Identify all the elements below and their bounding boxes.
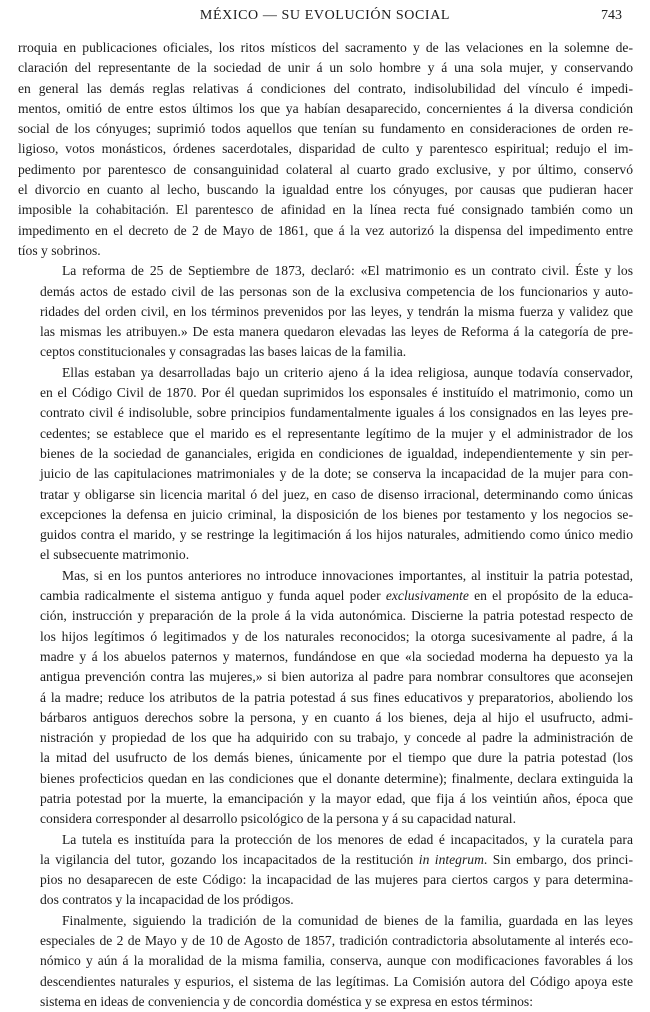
- text-line: cedentes; se establece que el marido es el representante legítimo de la mujer y el administrador de los: [40, 425, 633, 441]
- text-line: ción, instrucción y preparación de la prole á la vida autonómica. Discierne la patria potestad respecto de: [40, 608, 633, 624]
- text-line: bienes de la sociedad de gananciales, erigida en condiciones de igualdad, independientemente y sin per-: [40, 445, 633, 461]
- paragraph: [18, 261, 633, 362]
- text-line: imposible la cohabitación. El parentesco de afinidad en la línea recta fué consignado también como un: [18, 202, 633, 218]
- text-line: pedimento por parentesco de consanguinidad colateral al cuarto grado exclusive, y por último, conservó: [18, 161, 633, 177]
- text-line: el subsecuente matrimonio.: [40, 547, 190, 563]
- text-line: excepciones la defensa en juicio criminal, la disposición de los bienes por testamento y los negocios se-: [40, 506, 633, 522]
- text-line: social de los cónyuges; suprimió todos aquellos que tenían su fundamento en consideraciones de orden re-: [18, 121, 633, 137]
- text-line: ridades del orden civil, en los términos prevenidos por las leyes, y tendrán la misma fuerza y validez que: [40, 303, 633, 319]
- text-line: cambia radicalmente el sistema antiguo y funda aquel poder exclusivamente en el propósito de la educa-: [40, 588, 633, 604]
- text-line: patria potestad por la muerte, la emancipación y la mayor edad, que fija á los veintiún años, época que: [40, 790, 633, 806]
- paragraph: [18, 911, 633, 1012]
- text-line: tíos y sobrinos.: [18, 242, 101, 258]
- text-line: bienes profecticios quedan en las condiciones que el donante determine); finalmente, declara extinguida la: [40, 770, 633, 786]
- text-line: nistración y propiedad de los que ha adquirido con su trabajo, y concede al padre la administración de: [40, 730, 633, 746]
- text-line: juicio de las capitulaciones matrimoniales y de la dote; se conserva la incapacidad de la mujer para con-: [40, 466, 633, 482]
- paragraph: [18, 38, 633, 261]
- paragraph: [18, 566, 633, 830]
- text-line: guidos contra el marido, y se restringe la legitimación á los hijos naturales, admitiendo como único medio: [40, 527, 633, 543]
- body-text: [18, 38, 633, 1012]
- text-line: en el Código Civil de 1870. Por él quedan suprimidos los esponsales é instituído el matrimonio, como un: [40, 385, 633, 401]
- paragraph: [18, 830, 633, 911]
- text-line: ligioso, votos monásticos, órdenes sacerdotales, disparidad de culto y parentesco espiritual; redujo el im-: [18, 141, 633, 157]
- text-line: las mismas les atribuyen.» De esta manera quedaron elevadas las leyes de Reforma á la categoría de pre-: [40, 324, 633, 340]
- text-line: ceptos constitucionales y consagradas las bases laicas de la familia.: [40, 344, 407, 360]
- text-line: la vigilancia del tutor, gozando los incapacitados de la restitución in integrum. Sin embargo, dos princi-: [40, 851, 633, 867]
- text-line: el divorcio en cuanto al lecho, buscando la igualdad entre los cónyuges, por causas que pudieran hacer: [18, 182, 633, 198]
- text-line: Mas, si en los puntos anteriores no introduce innovaciones importantes, al instituir la patria potestad,: [62, 567, 633, 583]
- text-line: considera corresponder al desarrollo psicológico de la persona y á su capacidad natural.: [40, 811, 516, 827]
- text-line: impedimento en el decreto de 2 de Mayo de 1861, que á la vez autorizó la dispensa del impedimento entre: [18, 222, 633, 238]
- text-line: Finalmente, siguiendo la tradición de la comunidad de bienes de la familia, guardada en las leyes: [62, 912, 633, 928]
- text-line: claración del representante de la sociedad de unir á un solo hombre y á una sola mujer, y conservando: [18, 60, 633, 76]
- italic-term: in integrum: [418, 851, 484, 867]
- running-title: MÉXICO — SU EVOLUCIÓN SOCIAL: [199, 8, 451, 23]
- text-line: especiales de 2 de Mayo y de 10 de Agosto de 1857, tradición contradictoria absolutamente al interés eco-: [40, 933, 633, 949]
- text-line: sistema en ideas de conveniencia y de concordia doméstica y se expresa en estos términos:: [40, 993, 533, 1009]
- text-line: descendientes naturales y espurios, el sistema de las legítimas. La Comisión autora del Código apoya este: [40, 973, 633, 989]
- text-line: contrato civil é indisoluble, sobre principios fundamentalmente iguales á los consignados en las leyes pre-: [40, 405, 633, 421]
- text-line: demás actos de estado civil de las personas son de la exclusiva competencia de los funcionarios y auto-: [40, 283, 633, 299]
- text-line: dos contratos y la incapacidad de los pródigos.: [40, 892, 294, 908]
- text-line: Ellas estaban ya desarrolladas bajo un criterio ajeno á la idea religiosa, aunque todavía conservador,: [62, 364, 633, 380]
- italic-term: exclusivamente: [385, 588, 469, 604]
- text-line: La tutela es instituída para la protección de los menores de edad é incapacitados, y la curatela para: [62, 831, 633, 847]
- text-line: La reforma de 25 de Septiembre de 1873, declaró: «El matrimonio es un contrato civil. Éste y los: [62, 263, 633, 279]
- text-line: la mitad del usufructo de los demás bienes, únicamente por el tiempo que dure la patria potestad (los: [40, 750, 633, 766]
- text-line: á la madre; reduce los atributos de la patria potestad á sus fines educativos y preparatorios, aboliendo los: [40, 689, 633, 705]
- paragraph: [18, 363, 633, 566]
- page-header: [0, 8, 650, 30]
- text-line: nómico y aún á la moralidad de la misma familia, conserva, aunque con modificaciones favorables á los: [40, 953, 633, 969]
- text-line: bárbaros antiguos derechos sobre la persona, y en cuanto á los bienes, deja al hijo el usufructo, admi-: [40, 709, 633, 725]
- text-line: pios no desaparecen de este Código: la incapacidad de las mujeres para ciertos cargos y para determina-: [40, 872, 633, 888]
- text-line: en general las demás reglas relativas á condiciones del contrato, indisolubilidad del vínculo é impedi-: [18, 80, 633, 96]
- page-number: 743: [601, 8, 622, 23]
- text-line: madre y á los abuelos paternos y maternos, fundándose en que «la sociedad moderna ha depuesto ya la: [40, 648, 633, 664]
- text-line: mentos, omitió de entre estos últimos los que ya habían desaparecido, concernientes á la diversa condición: [18, 100, 633, 116]
- text-line: antigua prevención contra las mujeres,» si bien autoriza al padre para nombrar consultores que aconsejen: [40, 669, 633, 685]
- text-line: tratar y obligarse sin licencia marital ó del juez, en caso de disenso irracional, determinando como únicas: [40, 486, 633, 502]
- text-line: rroquia en publicaciones oficiales, los ritos místicos del sacramento y de las velaciones en la solemne de-: [18, 40, 633, 55]
- text-line: los hijos legítimos ó legitimados y de los naturales reconocidos; la otorga sucesivamente al padre, á la: [40, 628, 633, 644]
